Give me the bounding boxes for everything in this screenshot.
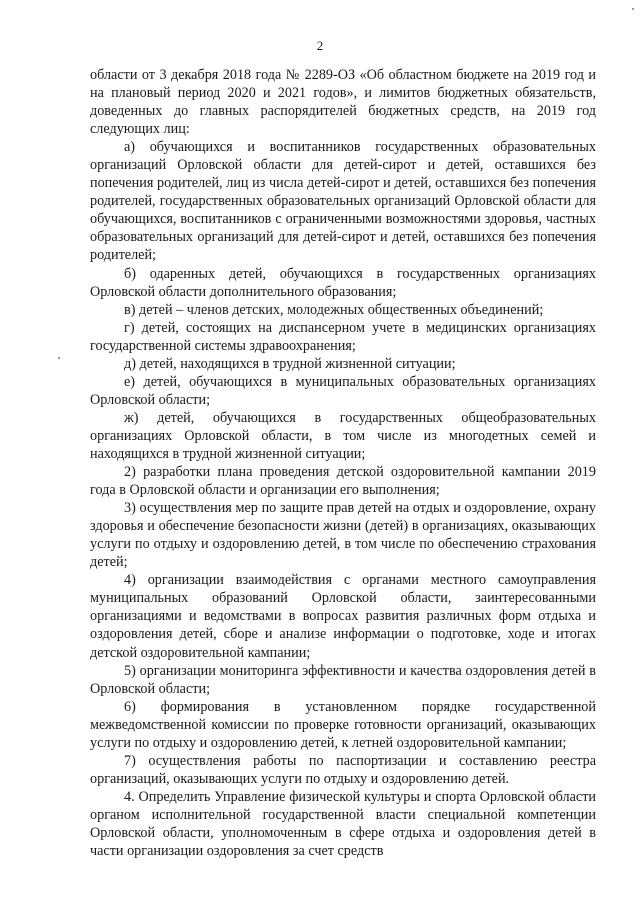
clause-4: 4) организации взаимодействия с органами местного самоуправления муниципальных образований Орловской области, заинтересованными организациями и ведомствами в вопросах развития различных форм отдыха и оздоровления детей, сборе и анализе информации о подготовке, ходе и итогах детской оздоровительной кампании; <box>90 572 596 661</box>
list-item-d: д) детей, находящихся в трудной жизненной ситуации; <box>124 355 456 372</box>
list-item-zh: ж) детей, обучающихся в государственных общеобразовательных организациях Орловской области, в том числе из многодетных семей и находящихся в трудной жизненной ситуации; <box>90 409 596 462</box>
list-item-b: б) одаренных детей, обучающихся в государственных организациях Орловской области дополнительного образования; <box>90 265 596 300</box>
clause-6: 6) формирования в установленном порядке государственной межведомственной комиссии по проверке готовности организаций, оказывающих услуги по отдыху и оздоровлению детей, к летней оздоровительной кампании; <box>90 698 596 751</box>
page-number: 2 <box>316 38 324 53</box>
section-4: 4. Определить Управление физической культуры и спорта Орловской области органом исполнительной государственной власти специальной компетенции Орловской области, уполномоченным в сфере отдыха и оздоровления детей в части организации оздоровления за счет средств <box>90 788 596 860</box>
scan-speck <box>632 8 634 10</box>
clause-5: 5) организации мониторинга эффективности и качества оздоровления детей в Орловской области; <box>90 662 596 697</box>
document-body <box>90 66 596 860</box>
clause-7: 7) осуществления работы по паспортизации и составлению реестра организаций, оказывающих услуги по отдыху и оздоровлению детей. <box>90 752 596 787</box>
list-item-e: е) детей, обучающихся в муниципальных образовательных организациях Орловской области; <box>90 373 596 408</box>
list-item-v: в) детей – членов детских, молодежных общественных объединений; <box>124 301 544 318</box>
list-item-g: г) детей, состоящих на диспансерном учете в медицинских организациях государственной системы здравоохранения; <box>90 319 596 354</box>
paragraph-continuation: области от 3 декабря 2018 года № 2289-ОЗ «Об областном бюджете на 2019 год и на плановый период 2020 и 2021 годов», и лимитов бюджетных обязательств, доведенных до главных распорядителей бюджетных средств, на 2019 год следующих лиц: <box>90 67 596 138</box>
clause-2: 2) разработки плана проведения детской оздоровительной кампании 2019 года в Орловской области и организации его выполнения; <box>90 464 596 499</box>
scan-speck <box>58 357 60 359</box>
clause-3: 3) осуществления мер по защите прав детей на отдых и оздоровление, охрану здоровья и обеспечение безопасности жизни (детей) в организациях, оказывающих услуги по отдыху и оздоровлению детей, в том числе по обеспечению страхования детей; <box>90 500 596 571</box>
list-item-a: а) обучающихся и воспитанников государственных образовательных организаций Орловской области для детей-сирот и детей, оставшихся без попечения родителей, лиц из числа детей-сирот и детей, оставшихся без попечения родителей, государственных образовательных организаций Орловской области для обучающихся, воспитанников с ограниченными возможностями здоровья, частных образовательных организаций для детей-сирот и детей, оставшихся без попечения родителей; <box>90 139 596 264</box>
